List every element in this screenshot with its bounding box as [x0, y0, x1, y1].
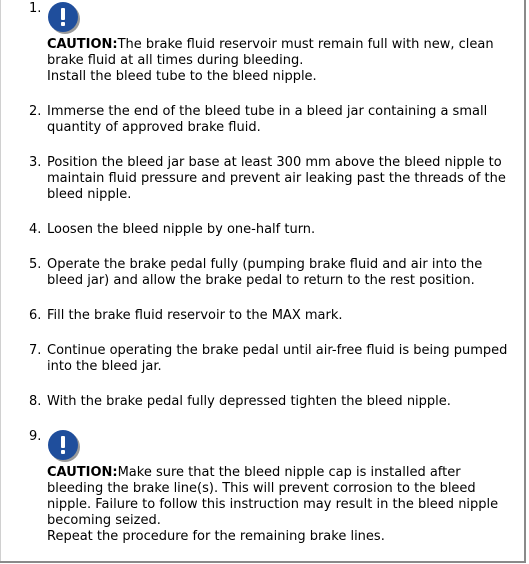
step-text: Loosen the bleed nipple by one-half turn. [47, 222, 316, 237]
step-number: 1. [29, 1, 42, 16]
step-number: 6. [29, 308, 42, 323]
caution-exclamation-icon [47, 1, 81, 35]
step-5 [0, 257, 520, 289]
step-1 [0, 1, 520, 85]
step-2 [0, 104, 520, 136]
step-number: 9. [29, 429, 42, 444]
step-number: 7. [29, 343, 42, 358]
step-4 [0, 222, 520, 238]
caution-text: Make sure that the bleed nipple cap is installed after bleeding the brake line(s). This will prevent corrosion to the bleed nipple. Failure to follow this instruction may result in the bleed nipple becoming seized. [47, 465, 499, 528]
caution-label: CAUTION: [47, 37, 118, 52]
caution-label: CAUTION: [47, 465, 118, 480]
step-number: 3. [29, 155, 42, 170]
step-number: 5. [29, 257, 42, 272]
step-text: Repeat the procedure for the remaining brake lines. [47, 529, 385, 544]
step-6 [0, 308, 520, 324]
step-number: 4. [29, 222, 42, 237]
step-3 [0, 155, 520, 203]
step-number: 2. [29, 104, 42, 119]
step-8 [0, 394, 520, 410]
step-text: Fill the brake fluid reservoir to the MAX mark. [47, 308, 343, 323]
step-text: Operate the brake pedal fully (pumping brake fluid and air into the bleed jar) and allow the brake pedal to return to the rest position. [47, 257, 483, 288]
caution-exclamation-icon [47, 429, 81, 463]
step-9 [0, 429, 520, 545]
caution-text: The brake fluid reservoir must remain full with new, clean brake fluid at all times during bleeding. [47, 37, 494, 68]
step-text: Install the bleed tube to the bleed nipple. [47, 69, 317, 84]
step-text: Position the bleed jar base at least 300 mm above the bleed nipple to maintain fluid pressure and prevent air leaking past the threads of the bleed nipple. [47, 155, 506, 202]
step-number: 8. [29, 394, 42, 409]
step-text: Continue operating the brake pedal until air-free fluid is being pumped into the bleed jar. [47, 343, 508, 374]
step-text: With the brake pedal fully depressed tighten the bleed nipple. [47, 394, 451, 409]
caution-note [47, 37, 520, 69]
step-7 [0, 343, 520, 375]
caution-note [47, 465, 520, 529]
step-text: Immerse the end of the bleed tube in a bleed jar containing a small quantity of approved brake fluid. [47, 104, 488, 135]
